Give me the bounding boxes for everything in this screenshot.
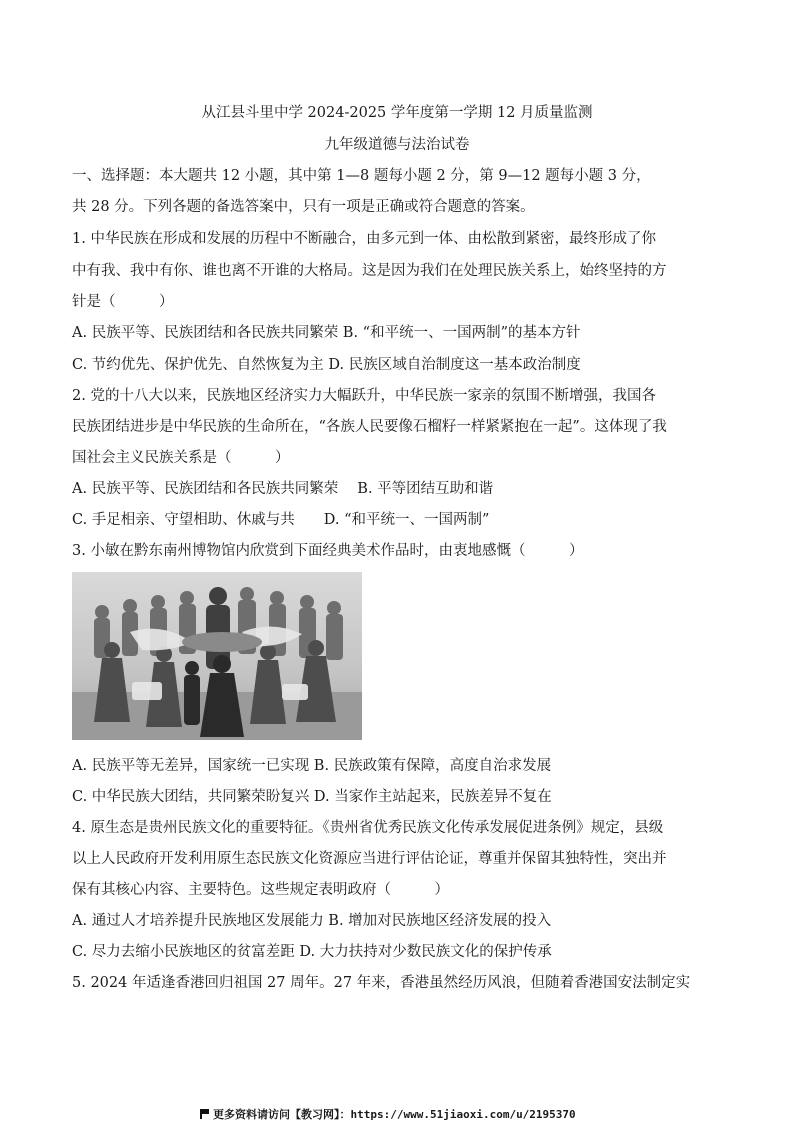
section-line: 一、选择题：本大题共 12 小题，其中第 1—8 题每小题 2 分，第 9—12 题每小题 3 分， <box>72 168 651 184</box>
section-line: 共 28 分。下列各题的备选答案中，只有一项是正确或符合题意的答案。 <box>72 199 535 215</box>
question-text: 针是（ ） <box>72 294 174 310</box>
question-text: 3. 小敏在黔东南州博物馆内欣赏到下面经典美术作品时，由衷地感慨（ ） <box>72 543 584 559</box>
answer-option: C. 节约优先、保护优先、自然恢复为主 D. 民族区域自治制度这一基本政治制度 <box>72 357 581 373</box>
question-text: 保有其核心内容、主要特色。这些规定表明政府（ ） <box>72 882 449 898</box>
flag-icon <box>200 1109 209 1119</box>
page-title: 从江县斗里中学 2024-2025 学年度第一学期 12 月质量监测 <box>201 105 593 121</box>
question-text: 民族团结进步是中华民族的生命所在，“各族人民要像石榴籽一样紧紧抱在一起”。这体现了我 <box>72 419 667 435</box>
question-text: 国社会主义民族关系是（ ） <box>72 450 290 466</box>
artwork-image <box>72 572 362 740</box>
footer-text: 更多资料请访问【教习网】：https://www.51jiaoxi.com/u/2195370 <box>213 1108 576 1121</box>
question-text: 2. 党的十八大以来，民族地区经济实力大幅跃升，中华民族一家亲的氛围不断增强，我国各 <box>72 388 656 404</box>
answer-option: A. 民族平等无差异，国家统一已实现 B. 民族政策有保障，高度自治求发展 <box>72 758 552 774</box>
question-text: 以上人民政府开发利用原生态民族文化资源应当进行评估论证，尊重并保留其独特性，突出并 <box>72 851 667 867</box>
page-subtitle: 九年级道德与法治试卷 <box>324 137 470 153</box>
answer-option: C. 中华民族大团结，共同繁荣盼复兴 D. 当家作主站起来，民族差异不复在 <box>72 789 552 805</box>
answer-option: C. 尽力去缩小民族地区的贫富差距 D. 大力扶持对少数民族文化的保护传承 <box>72 944 552 960</box>
question-text: 中有我、我中有你、谁也离不开谁的大格局。这是因为我们在处理民族关系上，始终坚持的方 <box>72 263 667 279</box>
question-text: 1. 中华民族在形成和发展的历程中不断融合，由多元到一体、由松散到紧密，最终形成了你 <box>72 231 656 247</box>
answer-option: A. 民族平等、民族团结和各民族共同繁荣 B. “和平统一、一国两制”的基本方针 <box>72 325 581 341</box>
answer-option: A. 民族平等、民族团结和各民族共同繁荣 B. 平等团结互助和谐 <box>72 481 494 497</box>
answer-option: C. 手足相亲、守望相助、休戚与共 D. “和平统一、一国两制” <box>72 512 490 528</box>
question-text: 5. 2024 年适逢香港回归祖国 27 周年。27 年来，香港虽然经历风浪，但随着香港国安法制定实 <box>72 975 691 991</box>
question-text: 4. 原生态是贵州民族文化的重要特征。《贵州省优秀民族文化传承发展促进条例》规定，县级 <box>72 820 664 836</box>
footer-link[interactable] <box>200 1106 576 1122</box>
answer-option: A. 通过人才培养提升民族地区发展能力 B. 增加对民族地区经济发展的投入 <box>72 913 552 929</box>
